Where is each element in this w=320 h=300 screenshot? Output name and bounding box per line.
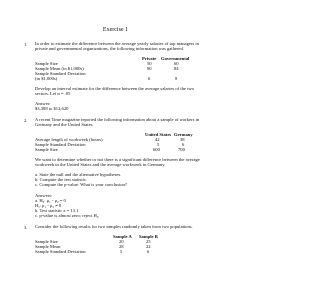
q1-number: 1. — [24, 42, 28, 47]
q3-col-header-a: Sample A — [113, 234, 132, 239]
q1-row-label: Sample Mean (in $1,000s) — [35, 66, 84, 71]
q3-col-header-b: Sample B — [139, 234, 158, 239]
q2-text-line1: A recent Time magazine reported the following information about a sample of workers in — [35, 117, 200, 122]
q3-text: Consider the following results for two samples randomly taken from two populations. — [35, 224, 193, 229]
q3-row-label: Sample Size — [35, 239, 58, 244]
q1-answer-label: Answer: — [35, 101, 51, 106]
q2-col-header-germany: Germany — [174, 132, 193, 137]
q1-cell: 50 — [147, 61, 152, 66]
q2-answer: c. p-value is almost zero; reject H₀ — [35, 213, 99, 218]
q1-row-label: Sample Size — [35, 61, 58, 66]
q1-cell: 6 — [148, 76, 151, 81]
q2-text-line2: Germany and the United States. — [35, 122, 94, 127]
q2-part: b. Compute the test statistic. — [35, 177, 88, 182]
q2-part: c. Compute the p-value. What is your conclusion? — [35, 182, 127, 187]
q2-row-label: Sample Size — [35, 147, 58, 152]
q2-row-label: Average length of workweek (hours) — [35, 137, 103, 142]
q2-cell: 5 — [157, 142, 160, 147]
q2-cell: 38 — [180, 137, 185, 142]
q3-cell: 5 — [120, 249, 123, 254]
q2-cell: 700 — [178, 147, 185, 152]
q1-row-label: (in $1,000s) — [35, 76, 58, 81]
q1-cell: 84 — [174, 66, 179, 71]
q1-cell: 60 — [174, 61, 179, 66]
q2-task-line2: workweek in the United States and the average workweek in Germany. — [35, 162, 166, 167]
q3-cell: 6 — [147, 249, 150, 254]
q3-row-label: Sample Mean — [35, 244, 61, 249]
q2-answers-label: Answers: — [35, 193, 53, 198]
q1-col-header-governmental: Governmental — [161, 56, 190, 61]
q2-col-header-us: United States — [145, 132, 172, 137]
q2-task-line1: We want to determine whether or not there is a significant difference between the average — [35, 157, 200, 162]
q3-cell: 25 — [146, 239, 151, 244]
q3-cell: 20 — [119, 239, 124, 244]
q1-text-line1: In order to estimate the difference between the average yearly salaries of top managers in — [35, 41, 199, 46]
q3-cell: 28 — [119, 244, 124, 249]
q3-row-label: Sample Standard Deviation — [35, 249, 86, 254]
q2-answer: a. H₀: μ₁ - μ₂ = 0 — [35, 198, 66, 203]
q3-cell: 22 — [146, 244, 151, 249]
q2-answer: b. Test statistic z = 13.1 — [35, 208, 79, 213]
q2-row-label: Sample Standard Deviation — [35, 142, 86, 147]
q2-number: 2. — [24, 118, 28, 123]
q1-text-line2: private and governmental organizations, the following information was gathered. — [35, 46, 184, 51]
q1-row-label: Sample Standard Deviation — [35, 71, 86, 76]
q1-answer: $3,388 to $12,620 — [35, 106, 69, 111]
q2-cell: 42 — [155, 137, 160, 142]
q2-answer: Hₐ: μ₁ - μ₂ ≠ 0 — [35, 203, 62, 208]
q2-cell: 600 — [153, 147, 160, 152]
q1-task-line1: Develop an interval estimate for the difference between the average salaries of the two — [35, 86, 194, 91]
page-title: Exercise 1 — [102, 27, 129, 33]
q1-cell: 90 — [147, 66, 152, 71]
q2-part: a. State the null and the alternative hypotheses. — [35, 172, 122, 177]
q3-number: 3. — [24, 225, 28, 230]
q2-cell: 6 — [182, 142, 185, 147]
q1-task-line2: sectors. Let α = .05 — [35, 91, 71, 96]
q1-cell: 8 — [175, 76, 178, 81]
q1-col-header-private: Private — [142, 56, 157, 61]
